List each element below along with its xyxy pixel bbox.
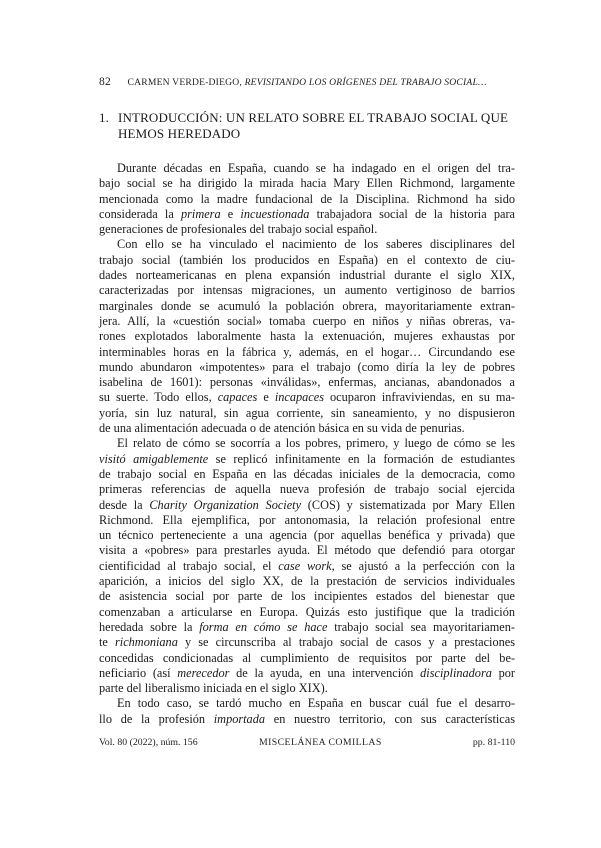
text-line: visitó amigablemente se replicó infinitamente en la formación de estudiantes	[99, 451, 515, 466]
running-header	[99, 76, 519, 88]
text-line: Con ello se ha vinculado el nacimiento de los saberes disciplinares del	[117, 237, 515, 252]
emphasis: richmoniana	[115, 635, 178, 650]
text-line: considerada la primera e incuestionada trabajadora social de la historia para	[99, 206, 516, 221]
footer-pages: pp. 81-110	[472, 737, 515, 748]
page-number: 82	[99, 76, 111, 88]
emphasis: disciplinadora	[420, 665, 492, 680]
text-line: rones explotados laboralmente hasta la extenuación, mujeres exhaustas por	[99, 329, 515, 344]
text-line: desde la Charity Organization Society (COS) y sistematizada por Mary Ellen	[99, 497, 515, 512]
emphasis: importada	[213, 711, 266, 726]
text-line: visita a «pobres» para prestarles ayuda. El método que defendió para otorgar	[99, 543, 515, 558]
section-number: 1.	[99, 110, 110, 125]
text-line: cientificidad al trabajo social, el case work, se ajustó a la perfección con la	[99, 558, 515, 573]
section-title-line-2: HEMOS HEREDADO	[118, 126, 241, 141]
text-line: dades norteamericanas en plena expansión industrial durante el siglo XIX,	[99, 268, 515, 283]
header-author: CARMEN VERDE-DIEGO,	[127, 77, 242, 88]
text-line: Richmond. Ella ejemplifica, por antonomasia, la relación profesional entre	[99, 512, 515, 527]
text-line: parte del liberalismo iniciada en el siglo XIX).	[99, 681, 328, 696]
text-line: de una alimentación adecuada o de atención básica en su vida de penurias.	[99, 421, 465, 436]
text-line: un técnico perteneciente a una agencia (por aquellas benéfica y privada) que	[99, 528, 515, 543]
text-line: interminables horas en la fábrica y, además, en el hogar… Circundando ese	[99, 344, 515, 359]
text-line: mencionada como la madre fundacional de la Disciplina. Richmond ha sido	[99, 191, 515, 206]
text-line: su suerte. Todo ellos, capaces e incapaces ocuparon infraviviendas, en su ma-	[99, 390, 515, 405]
section-title-line-1: INTRODUCCIÓN: UN RELATO SOBRE EL TRABAJO SOCIAL QUE	[118, 110, 509, 125]
text-line: yoría, sin luz natural, sin agua corriente, sin saneamiento, y no dispusieron	[99, 405, 515, 420]
body-text	[99, 161, 515, 727]
text-line: isabelina de 1601): personas «inválidas», enfermas, ancianas, abandonados a	[99, 375, 515, 390]
text-line: jera. Allí, la «cuestión social» tomaba cuerpo en niños y niñas obreras, va-	[99, 313, 515, 328]
text-line: llo de la profesión importada en nuestro territorio, con sus características	[99, 711, 515, 726]
text-line: te richmoniana y se circunscriba al trabajo social de casos y a prestaciones	[99, 635, 515, 650]
emphasis: incapaces	[274, 390, 324, 405]
header-article-title: REVISITANDO LOS ORÍGENES DEL TRABAJO SOCIAL…	[244, 77, 487, 88]
text-line: concedidas condicionadas al cumplimiento de requisitos por parte del be-	[99, 650, 515, 665]
text-line: bajo social se ha dirigido la mirada hacia Mary Ellen Richmond, largamente	[99, 176, 515, 191]
emphasis: Charity Organization Society	[149, 497, 302, 512]
text-line: aparición, a inicios del siglo XX, de la prestación de servicios individuales	[99, 574, 515, 589]
emphasis: capaces	[217, 390, 258, 405]
emphasis: incuestionada	[240, 206, 310, 221]
text-line: de asistencia social por parte de los incipientes estados del bienestar que	[99, 589, 515, 604]
section-heading	[99, 110, 519, 142]
emphasis: primera	[180, 206, 221, 221]
text-line: comenzaban a articularse en Europa. Quizás esto justifique que la tradición	[99, 604, 515, 619]
text-line: El relato de cómo se socorría a los pobres, primero, y luego de cómo se les	[117, 436, 515, 451]
text-line: En todo caso, se tardó mucho en España en buscar cuál fue el desarro-	[117, 696, 515, 711]
text-line: caracterizadas por intensas migraciones, un aumento vertiginoso de barrios	[99, 283, 515, 298]
emphasis: merecedor	[177, 665, 230, 680]
text-line: generaciones de profesionales del trabajo social español.	[99, 222, 378, 237]
text-line: de trabajo social en España en las décadas iniciales de la democracia, como	[99, 466, 515, 481]
footer-journal: MISCELÁNEA COMILLAS	[259, 737, 382, 748]
emphasis: visitó amigablemente	[99, 451, 209, 466]
text-line: heredada sobre la forma en cómo se hace trabajo social sea mayoritariamen-	[99, 619, 516, 634]
text-line: mundo abundaron «impotentes» para el trabajo (como diría la ley de pobres	[99, 359, 515, 374]
footer-volume: Vol. 80 (2022), núm. 156	[99, 737, 198, 748]
text-line: primeras referencias de aquella nueva profesión de trabajo social ejercida	[99, 482, 515, 497]
text-line: marginales donde se acumuló la población obrera, mayoritariamente extran-	[99, 298, 515, 313]
text-line: Durante décadas en España, cuando se ha indagado en el origen del tra-	[117, 161, 515, 175]
emphasis: case work	[278, 558, 332, 573]
text-line: trabajo social (también los producidos en España) en el contexto de ciu-	[99, 252, 515, 267]
text-line: neficiario (así merecedor de la ayuda, en una intervención disciplinadora por	[99, 665, 515, 680]
emphasis: forma en cómo se hace	[199, 619, 328, 634]
